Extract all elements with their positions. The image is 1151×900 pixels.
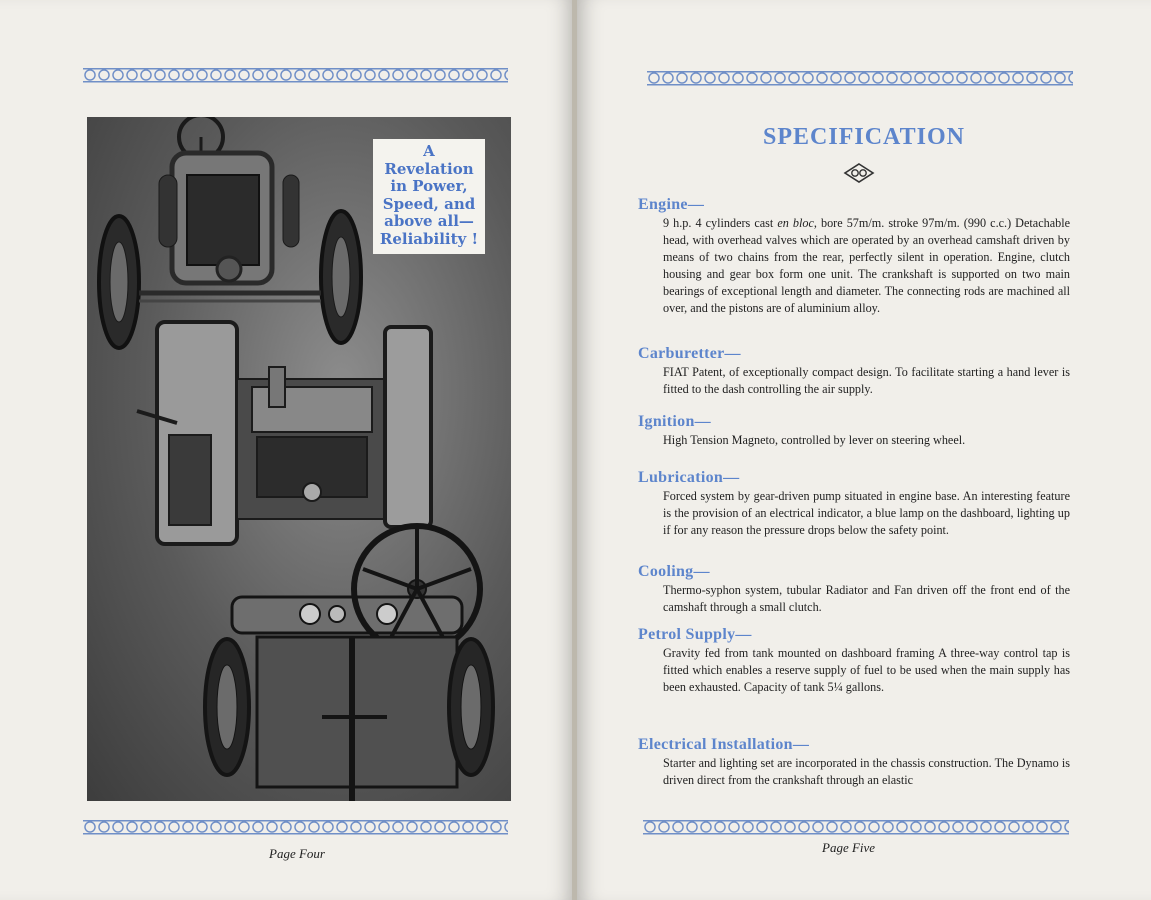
page-title: SPECIFICATION — [763, 124, 965, 150]
section-text: Thermo-syphon system, tubular Radiator and Fan driven off the front end of the camshaft through a small clutch. — [663, 583, 1070, 614]
section-heading: Petrol Supply— — [638, 626, 752, 643]
spec-section-engine — [638, 196, 1070, 317]
section-text: FIAT Patent, of exceptionally compact design. To facilitate starting a hand lever is fitted to the dash controlling the air supply. — [663, 365, 1070, 396]
section-text: Starter and lighting set are incorporated in the chassis construction. The Dynamo is driven direct from the crankshaft through an elastic — [663, 756, 1070, 787]
section-heading: Carburetter— — [638, 345, 741, 362]
promo-caption — [373, 139, 485, 254]
spec-section-ignition — [638, 413, 1070, 449]
promo-line: Speed, and — [382, 194, 476, 213]
ornament-icon — [843, 162, 875, 184]
top-ornamental-border — [83, 66, 508, 84]
section-heading: Ignition— — [638, 413, 711, 430]
promo-line: Reliability ! — [379, 229, 479, 248]
section-heading: Electrical Installation— — [638, 736, 810, 753]
section-text: 9 h.p. 4 cylinders cast en bloc, bore 57m/m. stroke 97m/m. (990 c.c.) Detachable head, with overhead valves which are operated by an overhead camshaft driven by means of two chains from the rear, perfectly silent in operation. Engine, clutch housing and gear box form one unit. The crankshaft is supported on two main bearings of exceptional length and diameter. The connecting rods are machined all over, and the pistons are of aluminium alloy. — [663, 216, 1070, 315]
spec-section-petrol-supply — [638, 626, 1070, 696]
section-text: Gravity fed from tank mounted on dashboard framing A three-way control tap is fitted which enables a reserve supply of fuel to be used when the main supply has been exhausted. Capacity of tank 5¼ gallons. — [663, 646, 1070, 694]
bottom-ornamental-border — [643, 818, 1069, 836]
promo-line: A — [423, 142, 435, 160]
spec-section-carburetter — [638, 345, 1070, 398]
section-heading: Lubrication— — [638, 469, 740, 486]
chassis-photo — [87, 117, 511, 801]
spec-section-lubrication — [638, 469, 1070, 539]
page-number-left: Page Four — [269, 846, 325, 861]
right-page — [577, 0, 1151, 900]
promo-line: in Power, — [390, 177, 468, 195]
section-heading: Cooling— — [638, 563, 710, 580]
promo-line: above all— — [384, 212, 474, 230]
top-ornamental-border — [647, 69, 1073, 87]
spec-section-electrical — [638, 736, 1070, 789]
promo-line: Revelation — [384, 159, 474, 178]
bottom-ornamental-border — [83, 818, 508, 836]
section-heading: Engine— — [638, 196, 705, 213]
page-number-right: Page Five — [822, 840, 876, 855]
spec-section-cooling — [638, 563, 1070, 616]
section-text: High Tension Magneto, controlled by lever on steering wheel. — [663, 433, 966, 447]
left-page — [0, 0, 574, 900]
section-text: Forced system by gear-driven pump situated in engine base. An interesting feature is the provision of an electrical indicator, a blue lamp on the dashboard, lighting up if for any reason the pressure drops below the safety point. — [663, 489, 1070, 537]
